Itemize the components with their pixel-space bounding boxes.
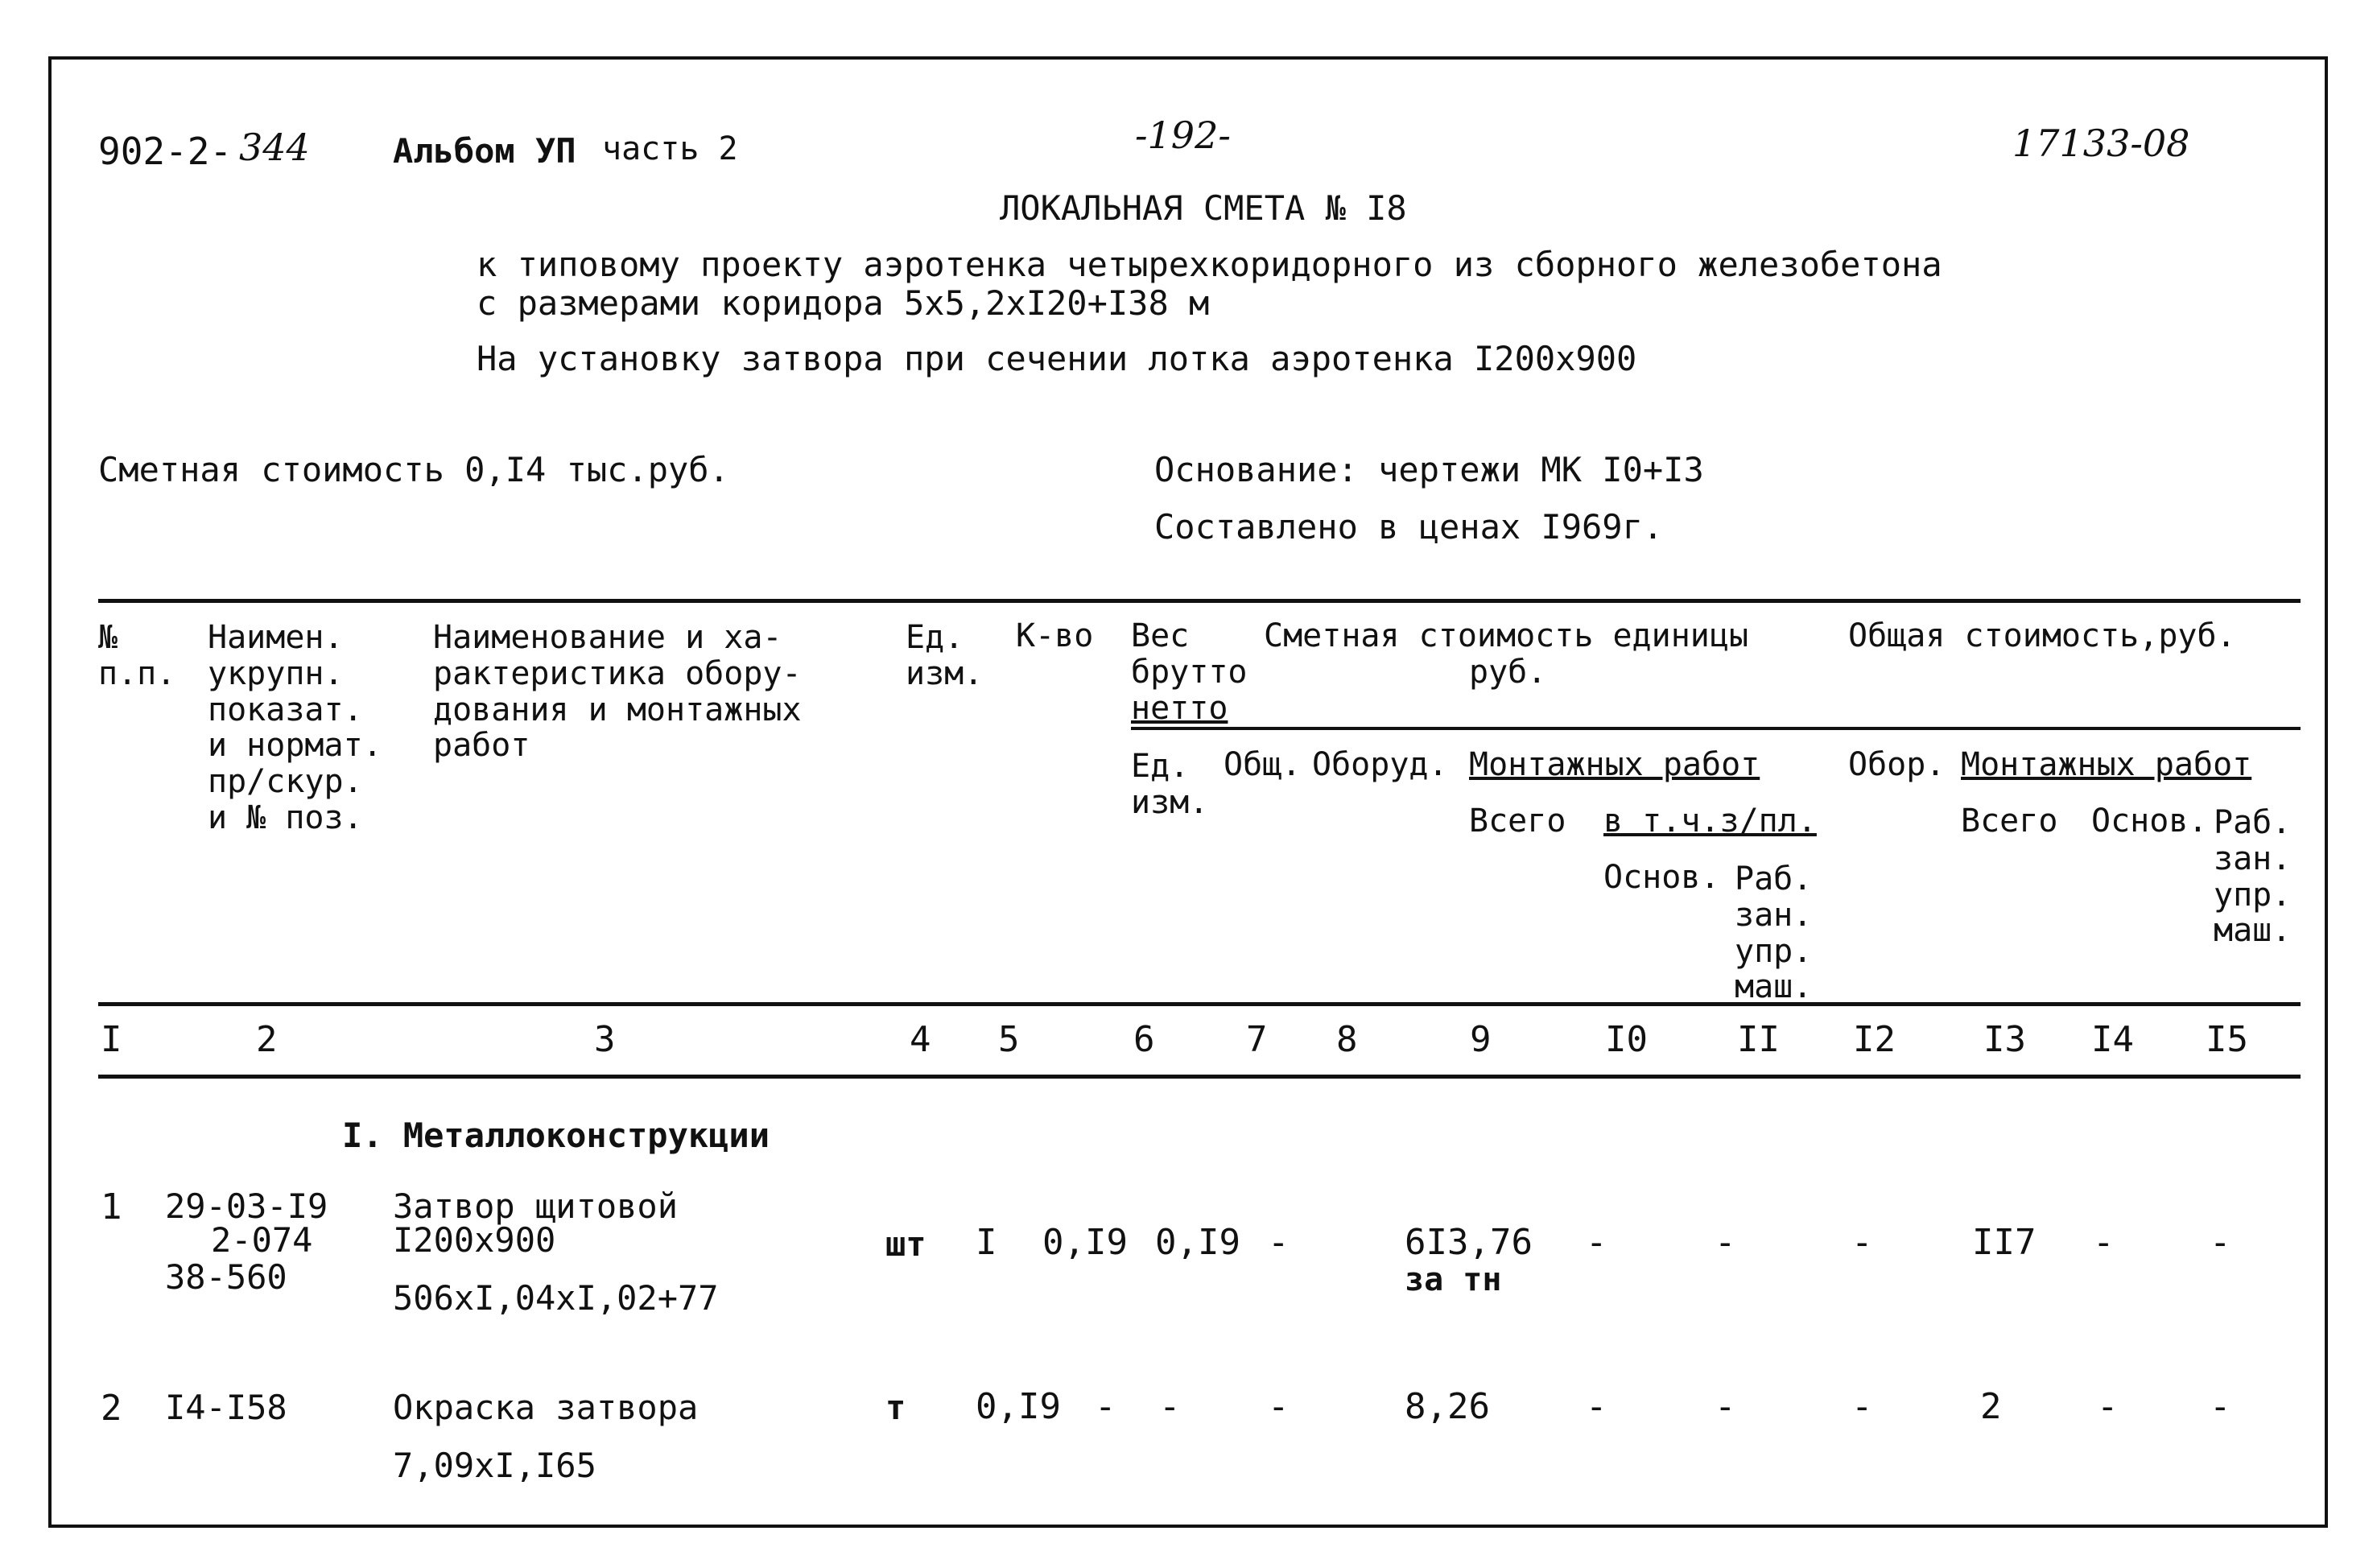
row-total: II7 xyxy=(1972,1222,2037,1263)
row-code-3: 38-560 xyxy=(165,1257,287,1297)
row-col12: - xyxy=(1851,1386,1873,1427)
col-header-norm: Наимен. укрупн. показат. и нормат. пр/скур. и № поз. xyxy=(208,619,382,836)
col-header-vsego-total: Всего xyxy=(1961,803,2058,840)
col-num-10: I0 xyxy=(1605,1019,1648,1060)
col-header-unit-cost: Сметная стоимость единицы xyxy=(1264,617,1749,654)
row-code-1: 29-03-I9 xyxy=(165,1186,328,1226)
col-num-14: I4 xyxy=(2091,1019,2134,1060)
album-label: Альбом УП xyxy=(393,131,576,171)
row-col10: - xyxy=(1586,1222,1607,1263)
col-num-5: 5 xyxy=(998,1019,1020,1060)
row-col8: - xyxy=(1268,1222,1290,1263)
row-qty: I xyxy=(976,1222,997,1263)
col-header-rab-unit: Раб. зан. упр. маш. xyxy=(1735,860,1813,1006)
col-num-13: I3 xyxy=(1983,1019,2026,1060)
col-header-total-cost: Общая стоимость,руб. xyxy=(1848,617,2236,654)
col-num-3: 3 xyxy=(594,1019,616,1060)
col-num-6: 6 xyxy=(1133,1019,1155,1060)
col-header-weight: Вес xyxy=(1131,617,1190,654)
row-number: 2 xyxy=(101,1388,122,1429)
row-name-2: I200х900 xyxy=(393,1220,556,1260)
title-line-3: На установку затвора при сечении лотка аэротенка I200х900 xyxy=(477,339,1637,378)
col-header-obor-total: Обор. xyxy=(1848,746,1946,783)
col-header-unit-cost-rub: руб. xyxy=(1469,654,1547,691)
row-unit-cost: 6I3,76 xyxy=(1405,1222,1533,1263)
col-header-ed-izm: Ед. изм. xyxy=(1131,748,1209,821)
col-header-montazh-total: Монтажных работ xyxy=(1961,746,2252,783)
row-col14: - xyxy=(2097,1386,2119,1427)
page-number: -192- xyxy=(1135,113,1231,157)
row-col11: - xyxy=(1715,1222,1736,1263)
col-header-brutto: брутто xyxy=(1131,654,1248,691)
row-name-1: Окраска затвора xyxy=(393,1388,699,1427)
price-year: Составлено в ценах I969г. xyxy=(1154,507,1664,547)
col-header-unit: Ед. изм. xyxy=(906,619,984,692)
row-weight-total: 0,I9 xyxy=(1155,1222,1240,1263)
row-col8: - xyxy=(1268,1386,1290,1427)
col-header-oborud: Оборуд. xyxy=(1312,746,1448,783)
row-code-2: 2-074 xyxy=(211,1220,313,1260)
row-weight-brutto: 0,I9 xyxy=(1042,1222,1128,1263)
row-col12: - xyxy=(1851,1222,1873,1263)
row-code-1: I4-I58 xyxy=(165,1388,287,1427)
col-num-7: 7 xyxy=(1246,1019,1268,1060)
estimate-heading: ЛОКАЛЬНАЯ СМЕТА № I8 xyxy=(1000,188,1407,228)
row-formula: 506хI,04хI,02+77 xyxy=(393,1278,719,1318)
col-num-12: I2 xyxy=(1853,1019,1896,1060)
section-title: I. Металлоконструкции xyxy=(342,1116,770,1155)
row-unit: шт xyxy=(885,1224,926,1264)
row-weight-brutto: - xyxy=(1095,1386,1116,1427)
estimated-cost: Сметная стоимость 0,I4 тыс.руб. xyxy=(98,450,729,489)
col-header-vtch: в т.ч.з/пл. xyxy=(1603,803,1817,840)
col-num-4: 4 xyxy=(910,1019,931,1060)
col-header-montazh-unit: Монтажных работ xyxy=(1469,746,1760,783)
basis: Основание: чертежи МК I0+I3 xyxy=(1154,450,1704,489)
col-num-15: I5 xyxy=(2206,1019,2248,1060)
header-bottom-rule xyxy=(98,1002,2301,1006)
col-num-9: 9 xyxy=(1470,1019,1492,1060)
col-header-rab-total: Раб. зан. упр. маш. xyxy=(2214,804,2292,950)
row-col15: - xyxy=(2210,1386,2231,1427)
col-num-8: 8 xyxy=(1336,1019,1358,1060)
row-unit-cost-note: за тн xyxy=(1405,1261,1502,1298)
row-col15: - xyxy=(2210,1222,2231,1263)
row-name-1: Затвор щитовой xyxy=(393,1186,679,1226)
title-line-1: к типовому проекту аэротенка четырехкоридорного из сборного железобетона xyxy=(477,245,1942,284)
col-header-osnov-total: Основ. xyxy=(2091,803,2208,840)
album-part: часть 2 xyxy=(602,130,738,167)
header-mid-rule xyxy=(1131,727,2301,730)
row-total: 2 xyxy=(1980,1386,2002,1427)
title-line-2: с размерами коридора 5х5,2хI20+I38 м xyxy=(477,283,1210,323)
col-header-osnov-unit: Основ. xyxy=(1603,859,1720,896)
col-num-2: 2 xyxy=(256,1019,278,1060)
col-header-vsego-unit: Всего xyxy=(1469,803,1566,840)
row-qty: 0,I9 xyxy=(976,1386,1061,1427)
row-weight-total: - xyxy=(1159,1386,1181,1427)
row-formula: 7,09хI,I65 xyxy=(393,1446,596,1485)
col-header-netto: нетто xyxy=(1131,690,1228,727)
col-header-qty: К-во xyxy=(1016,617,1094,654)
col-header-obsh: Общ. xyxy=(1224,746,1302,783)
col-header-name: Наименование и ха- рактеристика обору- дования и монтажных работ xyxy=(433,619,802,765)
row-col11: - xyxy=(1715,1386,1736,1427)
row-unit-cost: 8,26 xyxy=(1405,1386,1490,1427)
row-unit: т xyxy=(885,1388,906,1427)
row-col10: - xyxy=(1586,1386,1607,1427)
project-code-prefix: 902-2- xyxy=(98,130,233,173)
column-numbers-rule xyxy=(98,1075,2301,1079)
project-code-handwritten: 344 xyxy=(239,126,310,169)
col-num-11: II xyxy=(1737,1019,1780,1060)
row-number: 1 xyxy=(101,1186,122,1228)
col-num-1: I xyxy=(101,1019,122,1060)
col-header-number: № п.п. xyxy=(98,619,176,692)
table-top-rule xyxy=(98,599,2301,603)
document-number: 17133-08 xyxy=(2012,122,2190,165)
row-col14: - xyxy=(2093,1222,2115,1263)
